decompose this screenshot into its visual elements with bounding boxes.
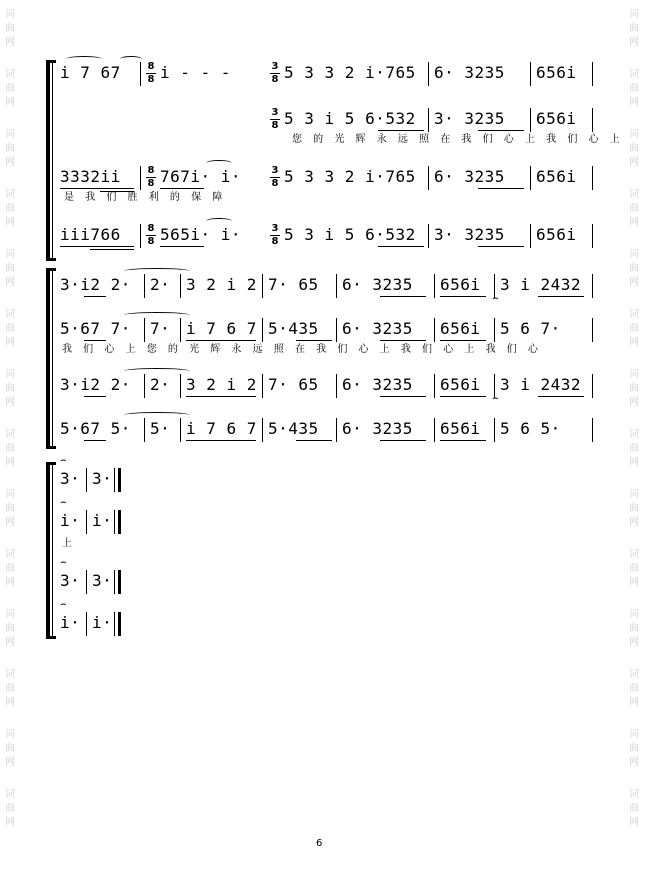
measure: 3 2 i 2 <box>186 275 257 294</box>
measure: 5 3 3 2 i·765 <box>284 167 416 186</box>
page-number: 6 <box>316 838 323 849</box>
measure: 656i <box>440 375 481 394</box>
measure: 5 3 i 5 6·532 <box>284 109 416 128</box>
notation-line <box>60 318 594 355</box>
watermark-text: 词 曲 网 <box>5 249 15 288</box>
measure: 3332ii <box>60 167 121 186</box>
watermark-text: 词 曲 网 <box>5 309 15 348</box>
measure: 5 6 7· <box>500 319 561 338</box>
time-signature: 8 8 <box>147 223 155 247</box>
time-signature: 8 8 <box>147 61 155 85</box>
watermark-text: 词 曲 网 <box>5 789 15 828</box>
measure: 3· <box>92 571 113 590</box>
measure: 656i <box>440 419 481 438</box>
measure: 565i· i· <box>160 225 242 244</box>
lyrics: 上 <box>62 538 75 549</box>
measure: 5 3 3 2 i·765 <box>284 63 416 82</box>
time-signature: 8 8 <box>147 165 155 189</box>
measure: 656i <box>536 225 577 244</box>
watermark-text: 词 曲 网 <box>629 69 639 108</box>
measure: i· <box>92 511 113 530</box>
measure: 6· 3235 <box>342 375 413 394</box>
measure: i 7 6 7 <box>186 419 257 438</box>
measure: 2· <box>150 275 171 294</box>
score-system-3 <box>46 455 594 640</box>
measure: iii766 <box>60 225 121 244</box>
measure: 7· 65 <box>268 375 319 394</box>
watermark-text: 词 曲 网 <box>629 9 639 48</box>
watermark-text: 词 曲 网 <box>629 309 639 348</box>
measure: 2· <box>150 375 171 394</box>
watermark-text: 词 曲 网 <box>629 549 639 588</box>
watermark-text: 词 曲 网 <box>629 249 639 288</box>
notation-line <box>60 165 594 203</box>
watermark-text: 词 曲 网 <box>5 369 15 408</box>
measure: 656i <box>536 167 577 186</box>
measure: 6· 3235 <box>434 167 505 186</box>
watermark-text: 词 曲 网 <box>5 609 15 648</box>
measure: 5·67 7· <box>60 319 131 338</box>
notation-line: 3· 3· ⌢ <box>60 570 130 600</box>
watermark-text: 词 曲 网 <box>5 129 15 168</box>
measure: 767i· i· <box>160 167 242 186</box>
measure: 5·435 <box>268 419 319 438</box>
watermark-text: 词 曲 网 <box>629 669 639 708</box>
notation-line <box>60 62 594 92</box>
notation-line: 3·i2 2· 2· 3 2 i 2 7· 65 6· 3235 656i 3 i 2432 ⌢ <box>60 274 594 304</box>
measure: 3· 3235 <box>434 225 505 244</box>
time-signature: 3 8 <box>271 165 279 189</box>
measure: 656i <box>440 275 481 294</box>
measure: 6· 3235 <box>434 63 505 82</box>
measure: 3 i 2432 <box>500 275 582 294</box>
notation-line: i· i· ⌢ <box>60 612 130 642</box>
measure: 656i <box>536 109 577 128</box>
measure: i 7 67 <box>60 63 121 82</box>
time-signature: 3 8 <box>271 107 279 131</box>
measure: 3·i2 2· <box>60 375 131 394</box>
measure: 6· 3235 <box>342 319 413 338</box>
watermark-right <box>626 0 642 891</box>
watermark-text: 词 曲 网 <box>5 9 15 48</box>
watermark-text: 词 曲 网 <box>629 489 639 528</box>
measure: 656i <box>440 319 481 338</box>
watermark-text: 词 曲 网 <box>5 669 15 708</box>
measure: 5· <box>150 419 171 438</box>
measure: 3 2 i 2 <box>186 375 257 394</box>
measure: 3· <box>60 469 81 488</box>
measure: i· <box>60 511 81 530</box>
notation-line <box>60 224 594 254</box>
notation-line: 3· 3· ⌢ <box>60 468 130 498</box>
measure: i· <box>92 613 113 632</box>
measure: i· <box>60 613 81 632</box>
watermark-text: 词 曲 网 <box>629 369 639 408</box>
measure: 656i <box>536 63 577 82</box>
watermark-text: 词 曲 网 <box>5 429 15 468</box>
measure: 5 6 5· <box>500 419 561 438</box>
watermark-text: 词 曲 网 <box>5 729 15 768</box>
watermark-text: 词 曲 网 <box>5 189 15 228</box>
score-system-1 <box>46 54 623 260</box>
measure: 5·67 5· <box>60 419 131 438</box>
time-signature: 3 8 <box>271 61 279 85</box>
measure: 7· <box>150 319 171 338</box>
measure: 3·i2 2· <box>60 275 131 294</box>
measure: i - - - <box>160 63 231 82</box>
watermark-text: 词 曲 网 <box>629 429 639 468</box>
lyrics: 您 的 光 辉 永 远 照 在 我 们 心 上 我 们 心 上 <box>292 134 623 145</box>
measure: 3· <box>92 469 113 488</box>
measure: 7· 65 <box>268 275 319 294</box>
notation-line: i· i· ⌢ 上 <box>60 510 130 540</box>
watermark-text: 词 曲 网 <box>629 129 639 168</box>
notation-line <box>60 107 623 145</box>
measure: 3· <box>60 571 81 590</box>
watermark-text: 词 曲 网 <box>629 189 639 228</box>
watermark-text: 词 曲 网 <box>629 729 639 768</box>
measure: 6· 3235 <box>342 275 413 294</box>
watermark-text: 词 曲 网 <box>629 609 639 648</box>
time-signature: 3 8 <box>271 223 279 247</box>
watermark-text: 词 曲 网 <box>5 489 15 528</box>
watermark-text: 词 曲 网 <box>5 69 15 108</box>
notation-line <box>60 418 594 448</box>
measure: 5·435 <box>268 319 319 338</box>
measure: 6· 3235 <box>342 419 413 438</box>
score-system-2 <box>46 270 594 450</box>
measure: 3· 3235 <box>434 109 505 128</box>
watermark-text: 词 曲 网 <box>629 789 639 828</box>
notation-line: 3·i2 2· 2· 3 2 i 2 7· 65 6· 3235 656i 3 i 2432 ⌢ <box>60 374 594 404</box>
measure: i 7 6 7 <box>186 319 257 338</box>
watermark-text: 词 曲 网 <box>5 549 15 588</box>
lyrics: 我 们 心 上 您 的 光 辉 永 远 照 在 我 们 心 上 我 们 心 上 我 们 心 <box>62 344 541 355</box>
measure: 3 i 2432 <box>500 375 582 394</box>
lyrics: 是 我 们 胜 利 的 保 障 <box>64 192 226 203</box>
watermark-left <box>2 0 18 891</box>
measure: 5 3 i 5 6·532 <box>284 225 416 244</box>
